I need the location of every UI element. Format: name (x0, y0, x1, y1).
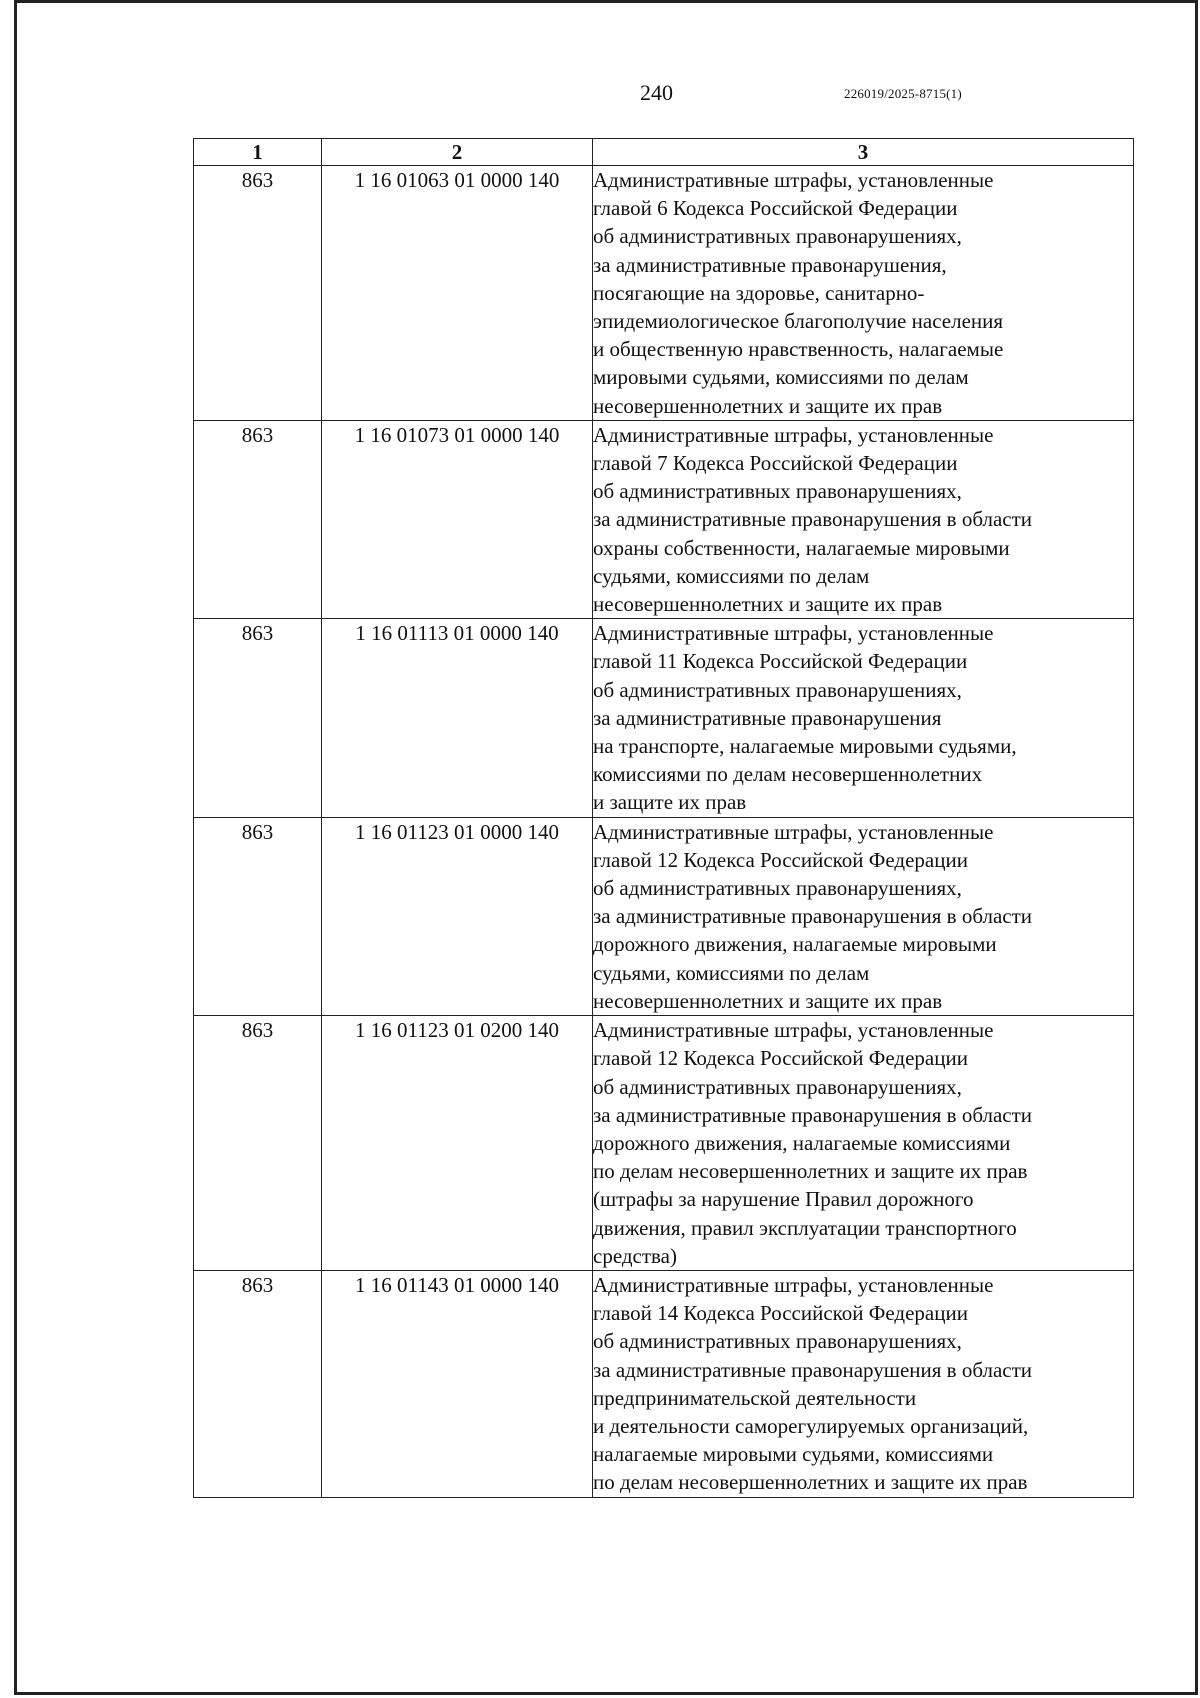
revenue-description: Административные штрафы, установленные главой 12 Кодекса Российской Федерации об административных правонарушениях, за административные правонарушения в области дорожного движения, налагаемые комиссиями по делам несовершеннолетних и защите их прав (штрафы за нарушение Правил дорожного движения, правил эксплуатации транспортного средства) (593, 1016, 1134, 1271)
table-row (194, 1016, 1134, 1271)
budget-codes-table (193, 138, 1134, 1498)
table-row (194, 817, 1134, 1015)
revenue-description: Административные штрафы, установленные главой 7 Кодекса Российской Федерации об административных правонарушениях, за административные правонарушения в области охраны собственности, налагаемые мировыми судьями, комиссиями по делам несовершеннолетних и защите их прав (593, 420, 1134, 618)
column-header-1: 1 (194, 139, 322, 166)
table-row (194, 1270, 1134, 1497)
table-header-row (194, 139, 1134, 166)
column-header-3: 3 (593, 139, 1134, 166)
budget-classification-code: 1 16 01113 01 0000 140 (322, 619, 593, 817)
budget-classification-code: 1 16 01063 01 0000 140 (322, 166, 593, 421)
administrator-code: 863 (194, 1016, 322, 1271)
budget-classification-code: 1 16 01073 01 0000 140 (322, 420, 593, 618)
administrator-code: 863 (194, 420, 322, 618)
revenue-description: Административные штрафы, установленные главой 11 Кодекса Российской Федерации об административных правонарушениях, за административные правонарушения на транспорте, налагаемые мировыми судьями, комиссиями по делам несовершеннолетних и защите их прав (593, 619, 1134, 817)
column-header-2: 2 (322, 139, 593, 166)
budget-classification-code: 1 16 01143 01 0000 140 (322, 1270, 593, 1497)
revenue-description: Административные штрафы, установленные главой 12 Кодекса Российской Федерации об административных правонарушениях, за административные правонарушения в области дорожного движения, налагаемые мировыми судьями, комиссиями по делам несовершеннолетних и защите их прав (593, 817, 1134, 1015)
administrator-code: 863 (194, 619, 322, 817)
revenue-description: Административные штрафы, установленные главой 6 Кодекса Российской Федерации об административных правонарушениях, за административные правонарушения, посягающие на здоровье, санитарно- эпидемиологическое благополучие населения и общественную нравственность, налагаемые мировыми судьями, комиссиями по делам несовершеннолетних и защите их прав (593, 166, 1134, 421)
table-row (194, 619, 1134, 817)
administrator-code: 863 (194, 1270, 322, 1497)
table-row (194, 420, 1134, 618)
administrator-code: 863 (194, 166, 322, 421)
budget-classification-code: 1 16 01123 01 0000 140 (322, 817, 593, 1015)
page-number: 240 (640, 80, 673, 105)
document-id: 226019/2025-8715(1) (844, 86, 962, 101)
revenue-description: Административные штрафы, установленные главой 14 Кодекса Российской Федерации об административных правонарушениях, за административные правонарушения в области предпринимательской деятельности и деятельности саморегулируемых организаций, налагаемые мировыми судьями, комиссиями по делам несовершеннолетних и защите их прав (593, 1270, 1134, 1497)
table-row (194, 166, 1134, 421)
budget-classification-code: 1 16 01123 01 0200 140 (322, 1016, 593, 1271)
administrator-code: 863 (194, 817, 322, 1015)
